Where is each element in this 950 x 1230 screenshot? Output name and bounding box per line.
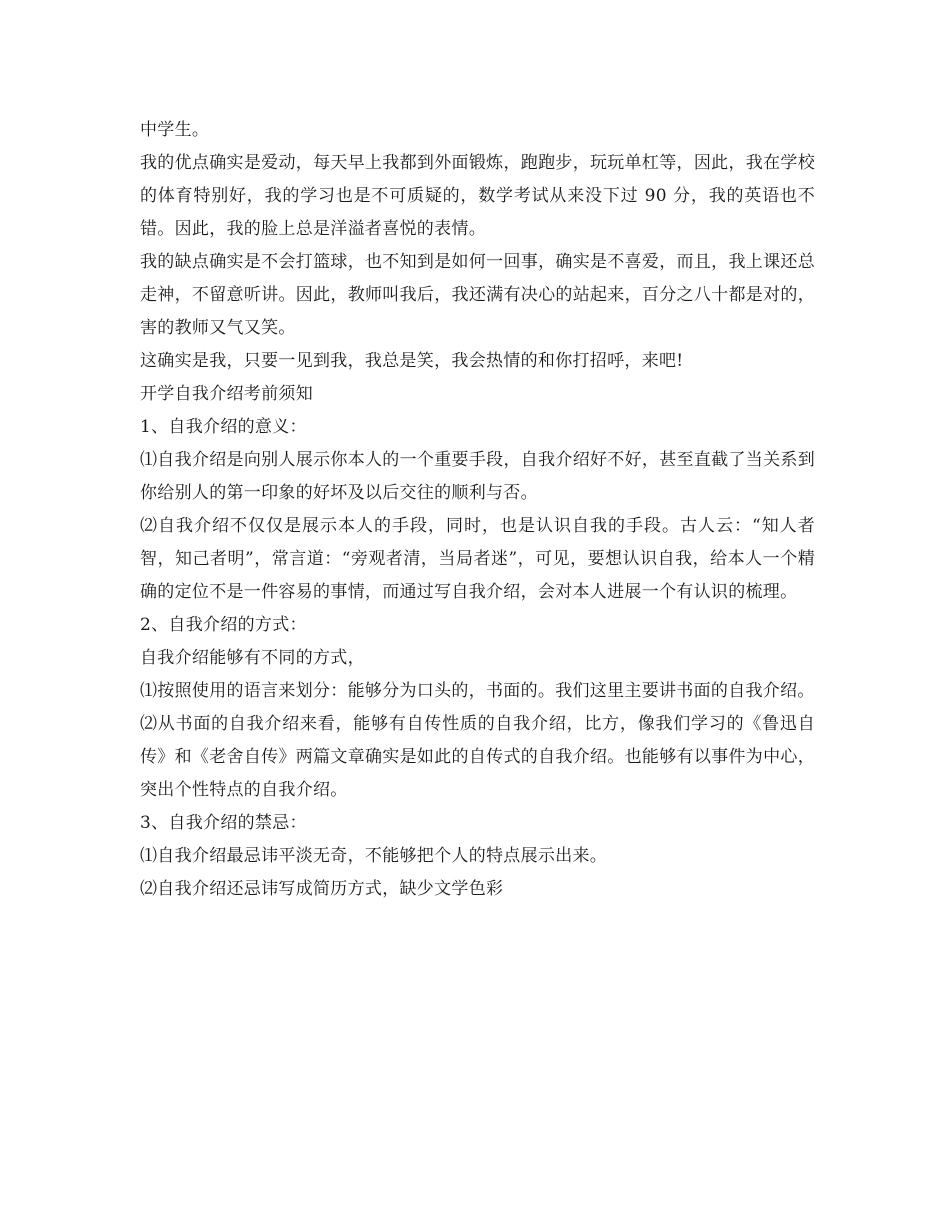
paragraph-1: 中学生。 bbox=[140, 120, 210, 140]
subheading-1: 1、自我介绍的意义： bbox=[140, 417, 307, 437]
paragraph-15: ⑵自我介绍还忌讳写成简历方式，缺少文学色彩 bbox=[140, 879, 504, 899]
section-heading: 开学自我介绍考前须知 bbox=[140, 384, 313, 404]
paragraph-3: 我的缺点确实是不会打篮球，也不知到是如何一回事，确实是不喜爱，而且，我上课还总走神，不留意听讲。因此，教师叫我后，我还满有决心的站起来，百分之八十都是对的，害的教师又气又笑。 bbox=[140, 252, 815, 338]
paragraph-8: ⑵自我介绍不仅仅是展示本人的手段，同时，也是认识自我的手段。古人云：“知人者智，知己者明”，常言道：“旁观者清，当局者迷”，可见，要想认识自我，给本人一个精确的定位不是一件容易的事情，而通过写自我介绍，会对本人进展一个有认识的梳理。 bbox=[140, 516, 815, 602]
document-page bbox=[140, 114, 815, 906]
subheading-2: 2、自我介绍的方式： bbox=[140, 615, 307, 635]
paragraph-10: 自我介绍能够有不同的方式， bbox=[140, 648, 365, 668]
paragraph-12: ⑵从书面的自我介绍来看，能够有自传性质的自我介绍，比方，像我们学习的《鲁迅自传》和《老舍自传》两篇文章确实是如此的自传式的自我介绍。也能够有以事件为中心，突出个性特点的自我介绍。 bbox=[140, 714, 815, 800]
paragraph-4: 这确实是我，只要一见到我，我总是笑，我会热情的和你打招呼，来吧! bbox=[140, 351, 684, 371]
paragraph-14: ⑴自我介绍最忌讳平淡无奇，不能够把个人的特点展示出来。 bbox=[140, 846, 608, 866]
subheading-3: 3、自我介绍的禁忌： bbox=[140, 813, 307, 833]
paragraph-11: ⑴按照使用的语言来划分：能够分为口头的，书面的。我们这里主要讲书面的自我介绍。 bbox=[140, 681, 815, 701]
paragraph-7: ⑴自我介绍是向别人展示你本人的一个重要手段，自我介绍好不好，甚至直截了当关系到你给别人的第一印象的好坏及以后交往的顺利与否。 bbox=[140, 450, 815, 503]
paragraph-2: 我的优点确实是爱动，每天早上我都到外面锻炼，跑跑步，玩玩单杠等，因此，我在学校的体育特别好，我的学习也是不可质疑的，数学考试从来没下过 90 分，我的英语也不错。因此，我的脸上总是洋溢者喜悦的表情。 bbox=[140, 153, 815, 239]
